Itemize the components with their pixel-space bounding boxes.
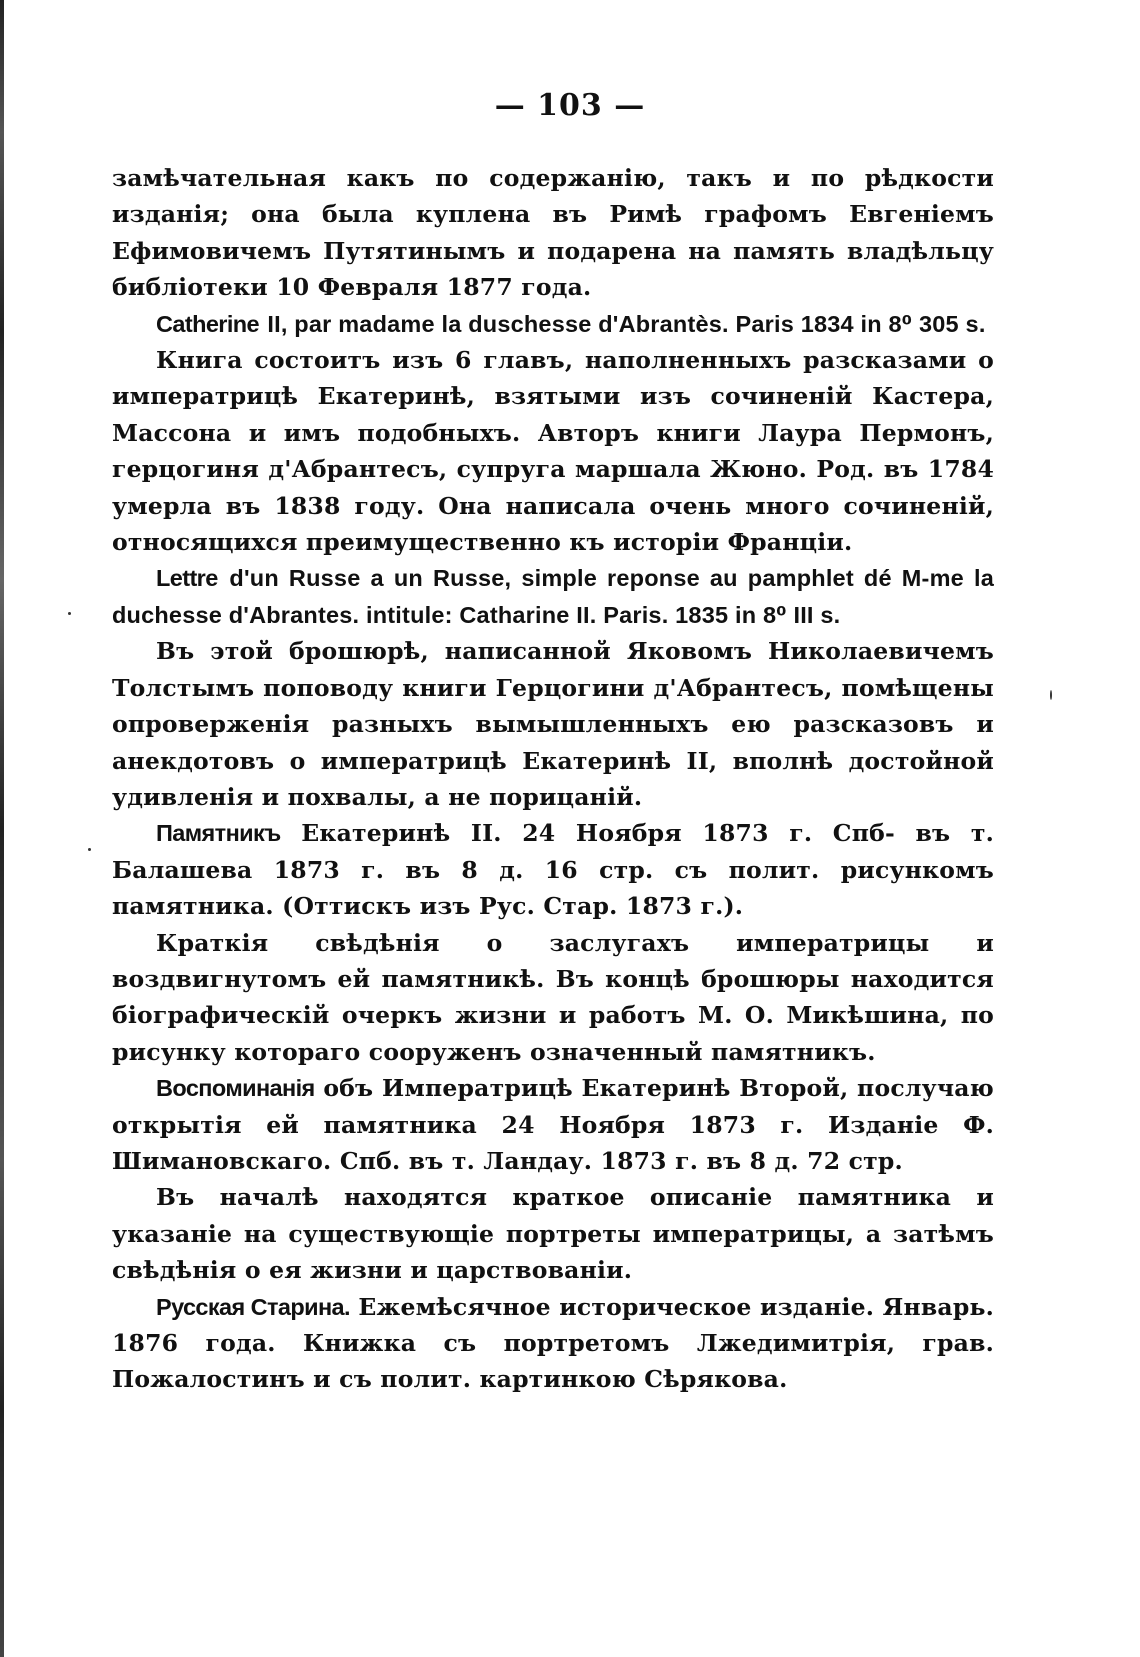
print-speck	[1050, 690, 1052, 700]
paragraph-continuation	[112, 160, 994, 306]
paragraph-text: Въ началѣ находятся краткое описаніе памятника и указаніе на существующіе портреты императрицы, а затѣмъ свѣдѣнія о ея жизни и царствованіи.	[112, 1183, 994, 1285]
print-speck	[88, 848, 91, 851]
entry-description	[112, 633, 994, 815]
bibliography-entry	[112, 560, 994, 633]
entry-title: Русская Старина.	[156, 1293, 350, 1320]
paragraph-text: Въ этой брошюрѣ, написанной Яковомъ Николаевичемъ Толстымъ поповоду книги Герцогини д'Абрантесъ, помѣщены опроверженія разныхъ вымышленныхъ ею разсказовъ и анекдотовъ о императрицѣ Екатеринѣ II, вполнѣ достойной удивленія и похвалы, а не порицаній.	[112, 637, 994, 811]
bibliography-entry	[112, 815, 994, 924]
entry-title: Памятникъ	[156, 820, 281, 847]
page-number: — 103 —	[494, 88, 646, 123]
page-spine-edge	[0, 0, 4, 1657]
print-speck	[68, 612, 71, 615]
entry-text: Екатеринѣ II. 24 Ноября 1873 г. Спб- въ т. Балашева 1873 г. въ 8 д. 16 стр. съ полит. рисункомъ памятника. (Оттискъ изъ Рус. Стар. 1873 г.).	[112, 819, 994, 921]
paragraph-text: Книга состоитъ изъ 6 главъ, наполненныхъ разсказами о императрицѣ Екатеринѣ, взятыми изъ сочиненій Кастера, Массона и имъ подобныхъ. Авторъ книги Лаура Пермонъ, герцогиня д'Абрантесъ, супруга маршала Жюно. Род. въ 1784 умерла въ 1838 году. Она написала очень много сочиненій, относящихся преимущественно къ исторіи Франціи.	[112, 346, 994, 557]
entry-text: II, par madame la duschesse d'Abrantès. Paris 1834 in 8⁰ 305 s.	[267, 310, 986, 337]
paragraph-text: Краткія свѣдѣнія о заслугахъ императрицы и воздвигнутомъ ей памятникѣ. Въ концѣ брошюры находится біографическій очеркъ жизни и работъ М. О. Микѣшина, по рисунку котораго сооруженъ означенный памятникъ.	[112, 928, 994, 1066]
bibliography-entry	[112, 1289, 994, 1398]
paragraph-text: замѣчательная какъ по содержанію, такъ и по рѣдкости изданія; она была куплена въ Римѣ графомъ Евгеніемъ Ефимовичемъ Путятинымъ и подарена на память владѣльцу библіотеки 10 Февраля 1877 года.	[112, 164, 994, 302]
body-text	[112, 160, 994, 1398]
bibliography-entry	[112, 1070, 994, 1179]
bibliography-entry	[112, 306, 994, 342]
entry-title: Lettre	[156, 565, 218, 592]
entry-text: d'un Russe a un Russe, simple reponse au pamphlet dé M-me la duchesse d'Abrantes. intitule: Catharine II. Paris. 1835 in 8⁰ III s.	[112, 565, 994, 628]
entry-description	[112, 1179, 994, 1288]
entry-title: Catherine	[156, 310, 259, 337]
entry-description	[112, 342, 994, 560]
entry-title: Воспоминанія	[156, 1075, 315, 1102]
entry-text: Ежемѣсячное историческое изданіе. Январь. 1876 года. Книжка съ портретомъ Лжедимитрія, грав. Пожалостинъ и съ полит. картинкою Сѣрякова.	[112, 1292, 995, 1394]
entry-text: объ Императрицѣ Екатеринѣ Второй, послучаю открытія ей памятника 24 Ноября 1873 г. Изданіе Ф. Шимановскаго. Спб. въ т. Ландау. 1873 г. въ 8 д. 72 стр.	[112, 1074, 994, 1175]
entry-description	[112, 925, 994, 1071]
